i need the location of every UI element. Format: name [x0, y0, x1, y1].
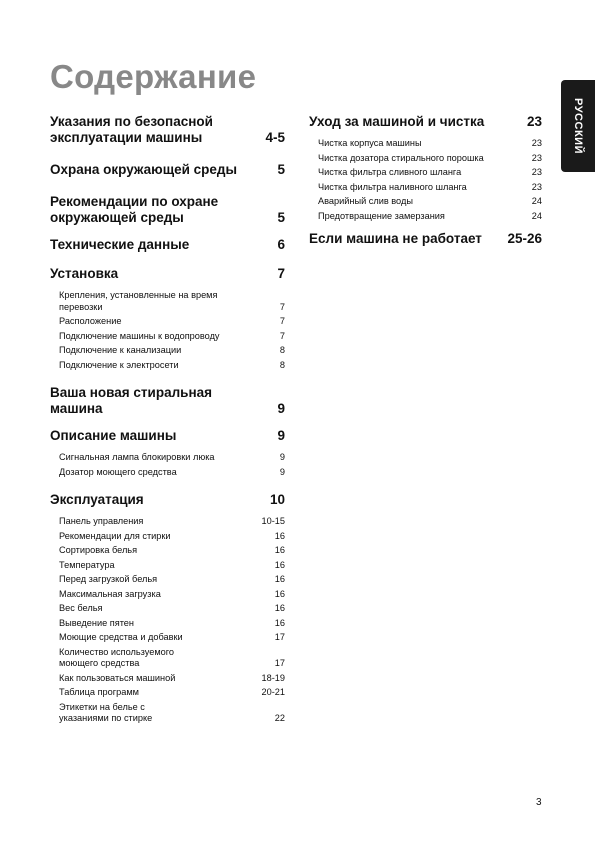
- toc-item-page: 23: [531, 167, 542, 177]
- section-title: Если машина не работает: [309, 231, 482, 246]
- toc-item-page: 8: [279, 359, 285, 370]
- toc-item[interactable]: [59, 345, 285, 357]
- toc-item-label: Рекомендации для стирки: [59, 530, 171, 541]
- page-number: 3: [536, 797, 542, 808]
- section-title: Уход за машиной и чистка: [309, 114, 485, 129]
- toc-item[interactable]: [59, 360, 285, 372]
- toc-item[interactable]: [59, 290, 285, 313]
- toc-item-label: Расположение: [59, 316, 122, 326]
- language-tab-label: РУССКИЙ: [572, 98, 584, 154]
- toc-section[interactable]: [50, 194, 285, 226]
- section-page: 4-5: [265, 130, 285, 145]
- toc-item[interactable]: [59, 316, 285, 328]
- toc-item-page: 16: [274, 574, 285, 584]
- toc-item[interactable]: [59, 467, 285, 479]
- language-tab: [561, 80, 595, 172]
- toc-item-label: Температура: [59, 559, 115, 570]
- toc-item[interactable]: [59, 647, 285, 670]
- toc-section[interactable]: [50, 162, 285, 178]
- toc-item-label: Подключение машины к водопроводу: [59, 330, 220, 341]
- toc-item-page: 16: [274, 545, 285, 555]
- toc-item-label: Количество используемого моющего средства: [59, 646, 175, 668]
- toc-item-page: 9: [279, 466, 285, 477]
- toc-item[interactable]: [59, 531, 285, 543]
- section-page: 10: [269, 492, 285, 507]
- toc-item[interactable]: [59, 673, 285, 685]
- toc-item-label: Подключение к канализации: [59, 345, 182, 355]
- section-page: 6: [277, 237, 285, 252]
- toc-item-page: 9: [279, 452, 285, 462]
- toc-item-page: 24: [531, 196, 542, 206]
- section-page: 23: [526, 114, 542, 129]
- section-page: 9: [277, 428, 285, 443]
- toc-item-page: 20-21: [261, 687, 285, 697]
- section-title: Охрана окружающей среды: [50, 162, 238, 177]
- section-title: Рекомендации по охране окружающей среды: [50, 194, 219, 225]
- toc-item[interactable]: [59, 516, 285, 528]
- page-title: Содержание: [50, 58, 257, 95]
- toc-item[interactable]: [59, 603, 285, 615]
- toc-section[interactable]: [309, 114, 542, 225]
- toc-item-label: Подключение к электросети: [59, 359, 179, 370]
- toc-item-label: Максимальная загрузка: [59, 588, 161, 599]
- toc-item-label: Выведение пятен: [59, 617, 134, 628]
- toc-item[interactable]: [59, 702, 285, 725]
- toc-item-label: Чистка фильтра наливного шланга: [318, 181, 467, 192]
- toc-item-label: Таблица программ: [59, 687, 139, 697]
- toc-section[interactable]: [50, 266, 285, 374]
- toc-item-page: 24: [531, 210, 542, 221]
- toc-item-label: Сигнальная лампа блокировки люка: [59, 452, 215, 462]
- toc-item-label: Как пользоваться машиной: [59, 672, 176, 683]
- toc-item[interactable]: [59, 632, 285, 644]
- section-page: 25-26: [507, 231, 542, 246]
- toc-item-label: Панель управления: [59, 516, 144, 526]
- section-title: Описание машины: [50, 428, 177, 443]
- toc-item[interactable]: [59, 574, 285, 586]
- toc-item-page: 8: [279, 345, 285, 355]
- toc-item[interactable]: [59, 545, 285, 557]
- toc-item[interactable]: [318, 167, 542, 179]
- section-title: Эксплуатация: [50, 492, 144, 507]
- toc-item-label: Моющие средства и добавки: [59, 632, 183, 642]
- section-title: Технические данные: [50, 237, 190, 252]
- section-page: 5: [277, 210, 285, 225]
- toc-item[interactable]: [318, 138, 542, 150]
- toc-section[interactable]: [50, 428, 285, 481]
- toc-item-label: Вес белья: [59, 603, 103, 613]
- toc-item[interactable]: [59, 560, 285, 572]
- toc-item-page: 7: [279, 301, 285, 312]
- section-page: 5: [277, 162, 285, 177]
- toc-item-page: 18-19: [261, 672, 285, 683]
- toc-item[interactable]: [59, 618, 285, 630]
- section-title: Установка: [50, 266, 119, 281]
- toc-section[interactable]: [309, 231, 542, 247]
- toc-section[interactable]: [50, 237, 285, 253]
- toc-item[interactable]: [59, 331, 285, 343]
- toc-item[interactable]: [59, 589, 285, 601]
- toc-item[interactable]: [318, 153, 542, 165]
- toc-item-label: Аварийный слив воды: [318, 196, 413, 206]
- toc-item[interactable]: [59, 452, 285, 464]
- toc-item-page: 23: [531, 152, 542, 163]
- toc-item[interactable]: [318, 182, 542, 194]
- toc-item-page: 7: [279, 330, 285, 341]
- toc-item-page: 22: [274, 713, 285, 723]
- toc-item-page: 16: [274, 588, 285, 599]
- toc-item-page: 10-15: [261, 516, 285, 526]
- section-title: Ваша новая стиральная машина: [50, 385, 213, 416]
- toc-item[interactable]: [318, 211, 542, 223]
- toc-item-label: Крепления, установленные на время перевозки: [59, 290, 218, 312]
- toc-section[interactable]: [50, 492, 285, 728]
- section-title: Указания по безопасной эксплуатации машины: [50, 114, 213, 145]
- section-page: 9: [277, 401, 285, 416]
- toc-item-page: 17: [274, 658, 285, 668]
- toc-item-label: Предотвращение замерзания: [318, 210, 445, 221]
- toc-item-label: Сортировка белья: [59, 545, 138, 555]
- toc-item-page: 17: [274, 632, 285, 642]
- toc-item-page: 16: [274, 559, 285, 570]
- toc-item-label: Перед загрузкой белья: [59, 574, 158, 584]
- toc-section[interactable]: [50, 385, 285, 417]
- toc-item[interactable]: [318, 196, 542, 208]
- toc-item-label: Этикетки на белье с указаниями по стирке: [59, 701, 153, 723]
- toc-item-label: Чистка дозатора стирального порошка: [318, 152, 484, 163]
- toc-item-page: 16: [274, 617, 285, 628]
- toc-item-label: Чистка фильтра сливного шланга: [318, 167, 462, 177]
- section-page: 7: [277, 266, 285, 281]
- toc-item-page: 16: [274, 530, 285, 541]
- toc-section[interactable]: [50, 114, 285, 146]
- toc-item-page: 23: [531, 181, 542, 192]
- toc-item-label: Чистка корпуса машины: [318, 138, 422, 148]
- toc-item-label: Дозатор моющего средства: [59, 466, 177, 477]
- toc-item-page: 23: [531, 138, 542, 148]
- toc-item[interactable]: [59, 687, 285, 699]
- toc-item-page: 16: [274, 603, 285, 613]
- toc-item-page: 7: [279, 316, 285, 326]
